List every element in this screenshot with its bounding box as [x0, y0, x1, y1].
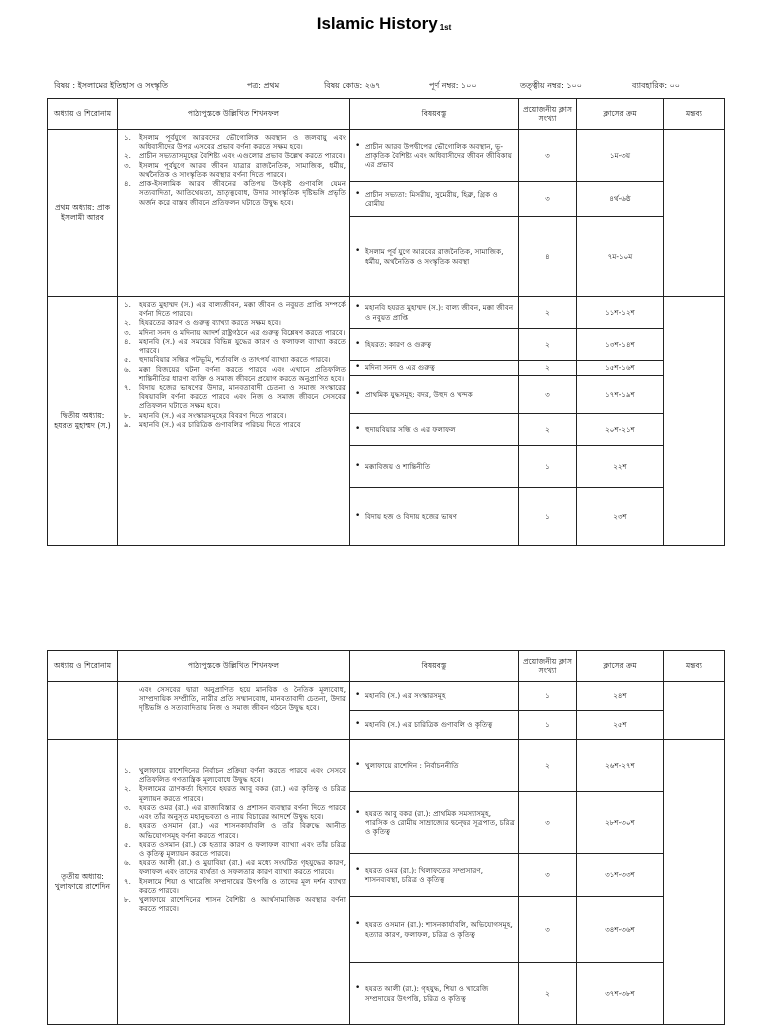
class-order: ২৪শ — [577, 682, 664, 711]
table-row — [48, 682, 725, 711]
outcome-item: ৯. মহানবি (স.) এর চারিত্রিক গুণাবলির পরিচয় দিতে পারবে — [124, 419, 301, 429]
outcome-item: ১. হযরত মুহাম্মদ (স.) এর বাল্যজীবন, মক্কা জীবন ও নবুয়ত প্রাপ্তি সম্পর্কে বর্ণনা দিতে পারবে। — [124, 300, 346, 319]
header-classes: প্রয়োজনীয় ক্লাস সংখ্যা — [519, 99, 577, 130]
header-row — [48, 651, 725, 682]
header-chapter: অধ্যায় ও শিরোনাম — [48, 99, 118, 130]
class-order: ২৬শ-২৭শ — [577, 740, 664, 792]
chapter-title: দ্বিতীয় অধ্যায়: হযরত মুহাম্মদ (স.) — [48, 297, 118, 546]
class-count: ২ — [519, 329, 577, 361]
class-count: ১ — [519, 446, 577, 488]
outcome-item: ২. প্রাচীন সভ্যতাসমূহের বৈশিষ্ট্য এবং এগুলোর প্রভাব উল্লেখ করতে পারবে। — [124, 151, 346, 161]
class-order: ২২শ — [577, 446, 664, 488]
content-cell: • মহানবি (স.) এর চারিত্রিক গুণাবলি ও কৃতিত্ব — [350, 711, 519, 740]
content-cell: • ইসলাম পূর্ব যুগে আরবের রাজনৈতিক, সামাজিক, ধর্মীয়, অর্থনৈতিক ও সংস্কৃতিক অবস্থা — [350, 217, 519, 297]
content-cell: • হযরত আলী (রা.): গৃহযুদ্ধ, শিয়া ও খারেজি সম্প্রদায়ের উৎপত্তি, চরিত্র ও কৃতিত্ব — [350, 963, 519, 1025]
class-order: ৩৭শ-৩৮শ — [577, 963, 664, 1025]
header-content: বিষয়বস্তু — [350, 651, 519, 682]
outcome-item: ৬. মক্কা বিজয়ের ঘটনা বর্ণনা করতে পারবে এবং এখানে প্রতিফলিত শান্তিনীতির ধারণা ব্যক্তি ও সমাজ জীবনে প্রয়োগ করতে অনুপ্রাণিত হবে। — [124, 364, 346, 383]
content-cell: • বিদায় হজ ও বিদায় হজের ভাষণ — [350, 488, 519, 546]
outcome-item: ৪. হযরত ওসমান (রা.) এর শাসনকার্যাবলি ও তাঁর বিরুদ্ধে আনীত অভিযোগসমূহ বর্ণনা করতে পারবে। — [124, 821, 346, 840]
class-count: ২ — [519, 414, 577, 446]
class-order: ২০শ-২১শ — [577, 414, 664, 446]
table-row — [48, 297, 725, 329]
document-title — [0, 14, 768, 34]
content-cell: • মহানবি (স.) এর সংস্কারসমূহ — [350, 682, 519, 711]
class-order: ১৫শ-১৬শ — [577, 361, 664, 376]
class-count: ৩ — [519, 376, 577, 414]
header-order: ক্লাসের ক্রম — [577, 651, 664, 682]
outcome-item: ৫. হুদায়বিয়ার সন্ধির পটভূমি, শর্তাবলি ও তাৎপর্য ব্যাখ্যা করতে পারবে। — [124, 355, 331, 365]
syllabus-table-2 — [47, 650, 725, 1025]
content-cell: • মদিনা সনদ ও এর গুরুত্ব — [350, 361, 519, 376]
class-count: ২ — [519, 963, 577, 1025]
class-order: ৪র্থ-৬ষ্ঠ — [577, 182, 664, 217]
meta-full-marks: পূর্ণ নম্বর: ১০০ — [429, 81, 477, 90]
outcome-item: ২. ইসলামের ত্রাণকর্তা হিসাবে হযরত আবু বকর (রা.) এর কৃতিত্ব ও চরিত্র মূল্যায়ন করতে পারবে। — [124, 784, 346, 803]
class-order: ১৩শ-১৪শ — [577, 329, 664, 361]
outcome-item: ২. হিযরতের কারণ ও গুরুত্ব ব্যাখ্যা করতে সক্ষম হবে। — [124, 318, 281, 328]
outcome-item: ৭. বিদায় হজের ভাষণের উদার, মানবতাবাদী চেতনা ও সমাজ সংস্কারের বিষয়াবলি বর্ণনা করতে পারবে এবং নিজ ও সমাজ জীবনে সেসবের প্রতিফলন ঘটাতে সক্ষম হবে। — [124, 382, 346, 411]
class-count: ১ — [519, 488, 577, 546]
class-order: ১১শ-১২শ — [577, 297, 664, 329]
content-cell: • মহানবি হযরত মুহাম্মদ (স.): বাল্য জীবন, মক্কা জীবন ও নবুয়ত প্রাপ্তি — [350, 297, 519, 329]
outcome-item: ৪. প্রাক-ইসলামিক আরব জীবনের কতিপয় উৎকৃষ্ট গুণাবলি যেমন সত্যবাদিতা, আতিথেয়তা, ভ্রাতৃত্ববোধ, উদার সাংস্কৃতিক দৃষ্টিভঙ্গি প্রভৃতি অর্জন করে বাস্তব জীবনে প্রতিফলন ঘটাতে উদ্বুদ্ধ হবে। — [124, 179, 346, 207]
table-row — [48, 130, 725, 182]
class-count: ৩ — [519, 182, 577, 217]
chapter-title: প্রথম অধ্যায়: প্রাক ইসলামী আরব — [48, 130, 118, 297]
content-cell: • হযরত আবু বকর (রা.): প্রাথমিক সমস্যাসমূহ, পারসিক ও রোমীয় সাম্রাজ্যের দ্বন্দ্বের সূত্রপাত, চরিত্র ও কৃতিত্ব — [350, 792, 519, 854]
meta-paper: পত্র: প্রথম — [247, 81, 280, 90]
learning-outcomes-continued: এবং সেসবের দ্বারা অনুপ্রাণিত হয়ে মানবিক ও নৈতিক মূল্যবোধ, সাম্প্রদায়িক সম্প্রীতি, নারীর প্রতি সম্মানবোধ, মানবতাবাদী চেতনা, উদার দৃষ্টিভঙ্গি ও সত্যবাদিতায় নিজ ও সমাজ জীবন গঠনে উদ্বুদ্ধ হবে। — [118, 682, 350, 740]
remarks-cell — [664, 130, 725, 297]
meta-code: বিষয় কোড: ২৬৭ — [324, 81, 381, 90]
class-order: ২৩শ — [577, 488, 664, 546]
outcome-item: ৫. হযরত ওসমান (রা.) কে হত্যার কারণ ও ফলাফল ব্যাখ্যা এবং তাঁর চরিত্র ও কৃতিত্ব মূল্যায়ন করতে পারবে। — [124, 839, 346, 858]
syllabus-table-1 — [47, 98, 725, 546]
outcome-item: ৩. ইসলাম পূর্বযুগে আরব জীবন যাত্রার রাজনৈতিক, সামাজিক, ধর্মীয়, অর্থনৈতিক ও সাংস্কৃতিক অবস্থার বর্ণনা দিতে পারবে। — [124, 160, 346, 179]
learning-outcomes — [118, 297, 350, 546]
outcome-item: ৭. ইসলামে শিয়া ও খারেজি সম্প্রদায়ের উৎপত্তি ও তাদের মূল দর্শন ব্যাখ্যা করতে পারবে। — [124, 876, 346, 895]
remarks-cell — [664, 682, 725, 740]
class-count: ৩ — [519, 854, 577, 897]
content-cell: • প্রাচীন সভ্যতা: মিসরীয়, সুমেরীয়, হিব্রু, গ্রিক ও রোমীয় — [350, 182, 519, 217]
header-chapter: অধ্যায় ও শিরোনাম — [48, 651, 118, 682]
class-order: ২৮শ-৩০শ — [577, 792, 664, 854]
remarks-cell — [664, 740, 725, 1025]
header-classes: প্রয়োজনীয় ক্লাস সংখ্যা — [519, 651, 577, 682]
outcome-item: ১. খুলাফায়ে রাশেদিনের নির্বাচন প্রক্রিয়া বর্ণনা করতে পারবে এবং সেসবে প্রতিফলিত গণতান্ত্রিক মূল্যবোধে উদ্বুদ্ধ হবে। — [124, 766, 346, 785]
learning-outcomes — [118, 740, 350, 1025]
table-row — [48, 740, 725, 792]
chapter-title — [48, 682, 118, 740]
class-count: ১ — [519, 682, 577, 711]
content-cell: • প্রাচীন আরব উপদ্বীপের ভৌগোলিক অবস্থান, ভূ-প্রাকৃতিক বৈশিষ্ট্য এবং অধিবাসীদের জীবন জীবিকায় এর প্রভাব — [350, 130, 519, 182]
outcome-item: ১. ইসলাম পূর্বযুগে আরবদের ভৌগোলিক অবস্থান ও জলবায়ু এবং অধিবাসীদের উপর এসবের প্রভাব বর্ণনা করতে সক্ষম হবে। — [124, 133, 346, 152]
outcome-item: ৩. হযরত ওমর (রা.) এর রাজ্যবিস্তার ও প্রশাসন ব্যবস্থার বর্ণনা দিতে পারবে এবং তাঁর অনুসৃত মহানুভবতা ও ন্যায় বিচারের আদর্শে উদ্বুদ্ধ হবে। — [124, 802, 346, 822]
outcome-item: ৮. মহানবি (স.) এর সংস্কারসমূহের বিবরণ দিতে পারবে। — [124, 410, 287, 420]
header-row — [48, 99, 725, 130]
class-order: ৩৪শ-৩৬শ — [577, 897, 664, 963]
outcome-item: ৩. মদিনা সনদ ও মদিনায় আদর্শ রাষ্ট্রগঠনে এর গুরুত্ব বিশ্লেষণ করতে পারবে। — [124, 327, 346, 337]
chapter-title: তৃতীয় অধ্যায়: খুলাফায়ে রাশেদিন — [48, 740, 118, 1025]
class-count: ৪ — [519, 217, 577, 297]
content-cell: • প্রাথমিক যুদ্ধসমূহ: বদর, উহুদ ও খন্দক — [350, 376, 519, 414]
class-count: ৩ — [519, 792, 577, 854]
outcome-item: ৪. মহানবি (স.) এর সময়ের বিভিন্ন যুদ্ধের কারণ ও ফলাফল ব্যাখ্যা করতে পারবে। — [124, 336, 346, 356]
meta-practical: ব্যাবহারিক: ০০ — [632, 81, 680, 90]
learning-outcomes — [118, 130, 350, 297]
header-remarks: মন্তব্য — [664, 99, 725, 130]
class-count: ১ — [519, 711, 577, 740]
class-order: ১ম-৩য় — [577, 130, 664, 182]
meta-theory-marks: তত্ত্বীয় নম্বর: ১০০ — [520, 81, 582, 90]
header-outcomes: পাঠ্যপুস্তকে উল্লিখিত শিখনফল — [118, 651, 350, 682]
title-text: Islamic History — [316, 14, 438, 33]
meta-subject: বিষয় : ইসলামের ইতিহাস ও সংস্কৃতি — [54, 81, 168, 90]
header-remarks: মন্তব্য — [664, 651, 725, 682]
header-order: ক্লাসের ক্রম — [577, 99, 664, 130]
content-cell: • হযরত ওসমান (রা.): শাসনকার্যাবলি, অভিযোগসমূহ, হত্যার কারণ, ফলাফল, চরিত্র ও কৃতিত্ব — [350, 897, 519, 963]
class-count: ২ — [519, 740, 577, 792]
class-count: ২ — [519, 361, 577, 376]
outcome-item: ৮. খুলাফায়ে রাশেদিনের শাসন বৈশিষ্ট্য ও আর্থসামাজিক অবস্থার বর্ণনা করতে পারবে। — [124, 895, 346, 914]
outcome-item: ৬. হযরত আলী (রা.) ও মুয়াবিয়া (রা.) এর মধ্যে সংঘটিত গৃহযুদ্ধের কারণ, ফলাফল এবং তাদের ব্যর্থতা ও সফলতার কারণ ব্যাখ্যা করতে পারবে। — [124, 858, 346, 877]
class-count: ৩ — [519, 897, 577, 963]
remarks-cell — [664, 297, 725, 546]
class-order: ১৭শ-১৯শ — [577, 376, 664, 414]
class-count: ৩ — [519, 130, 577, 182]
content-cell: • খুলাফায়ে রাশেদিন : নির্বাচননীতি — [350, 740, 519, 792]
class-order: ৩১শ-৩৩শ — [577, 854, 664, 897]
content-cell: • হুদায়বিয়ার সন্ধি ও এর ফলাফল — [350, 414, 519, 446]
content-cell: • হিযরত: কারণ ও গুরুত্ব — [350, 329, 519, 361]
title-superscript: 1st — [439, 23, 452, 32]
header-content: বিষয়বস্তু — [350, 99, 519, 130]
header-outcomes: পাঠ্যপুস্তকে উল্লিখিত শিখনফল — [118, 99, 350, 130]
class-order: ২৫শ — [577, 711, 664, 740]
class-count: ২ — [519, 297, 577, 329]
class-order: ৭ম-১০ম — [577, 217, 664, 297]
subject-meta-row — [54, 80, 724, 94]
content-cell: • মক্কাবিজয় ও শান্তিনীতি — [350, 446, 519, 488]
content-cell: • হযরত ওমর (রা.): খিলাফতের সম্প্রসারণ, শাসনব্যবস্থা, চরিত্র ও কৃতিত্ব — [350, 854, 519, 897]
